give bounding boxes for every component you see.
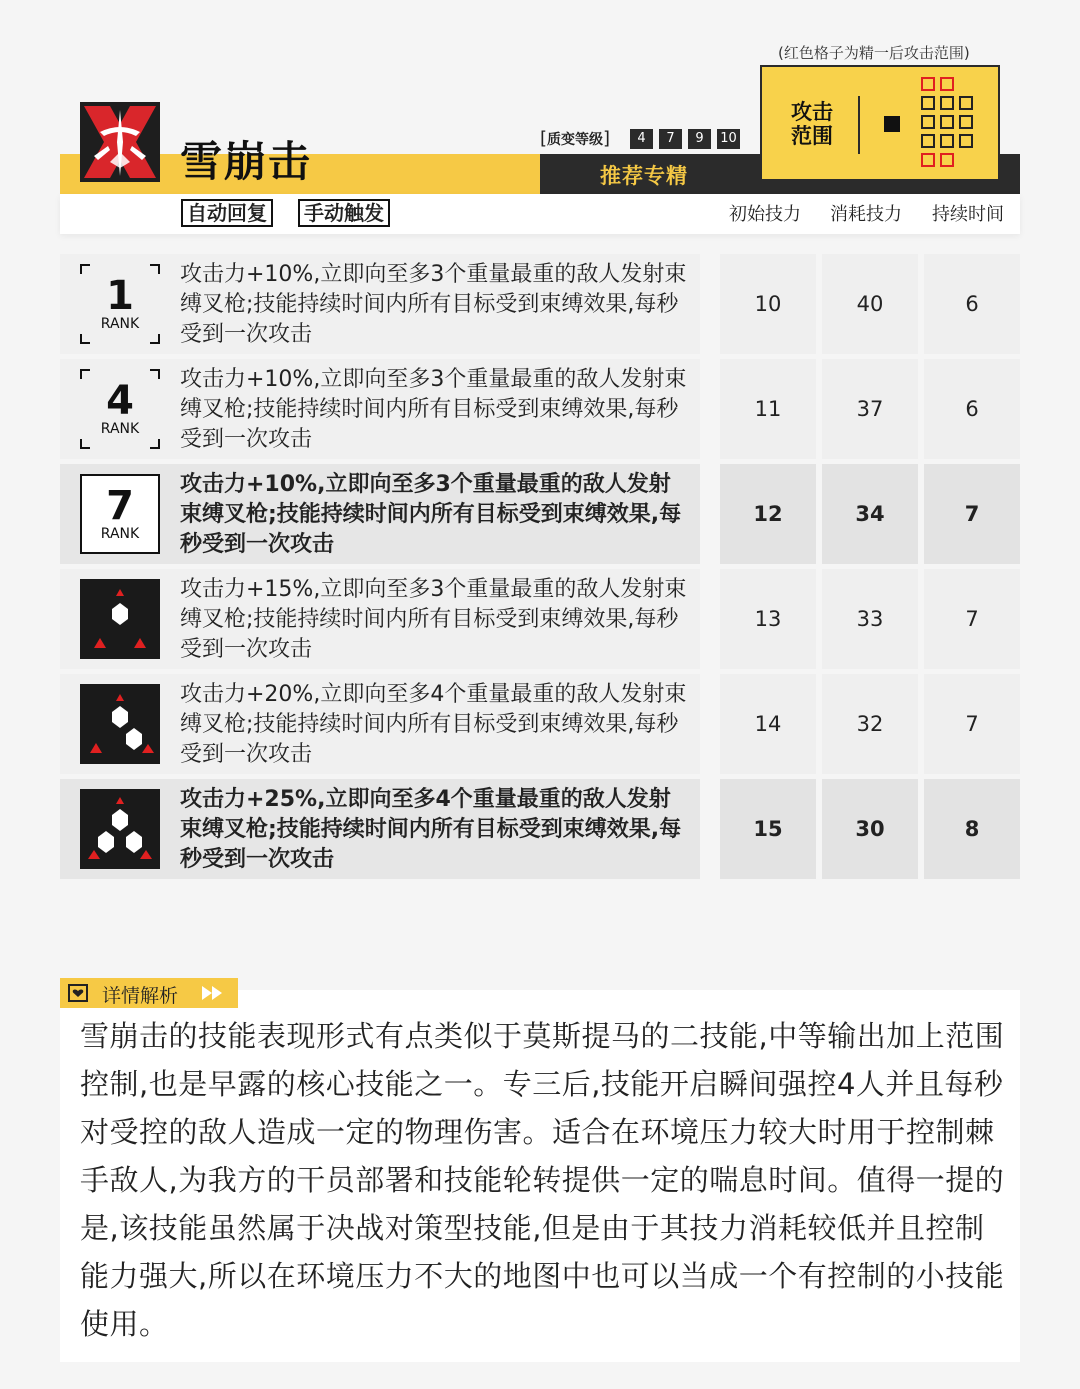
tag-auto-recovery: 自动回复 [181, 199, 273, 227]
desc-cell [60, 359, 700, 459]
table-row [60, 464, 1020, 564]
initial-sp: 15 [720, 779, 816, 879]
rank-badge [80, 369, 160, 449]
skill-icon [80, 102, 160, 182]
range-divider [858, 96, 860, 154]
attack-range-label [786, 100, 838, 148]
skill-description: 攻击力+10%,立即向至多3个重量最重的敌人发射束缚叉枪;技能持续时间内所有目标受到束缚效果,每秒受到一次攻击 [180, 472, 682, 557]
col-initial-sp: 初始技力 [729, 204, 801, 225]
initial-sp: 14 [720, 674, 816, 774]
sp-cost: 34 [822, 464, 918, 564]
sp-cost: 32 [822, 674, 918, 774]
duration: 6 [924, 254, 1020, 354]
duration: 7 [924, 464, 1020, 564]
table-row [60, 674, 1020, 774]
skill-description: 攻击力+20%,立即向至多4个重量最重的敌人发射束缚叉枪;技能持续时间内所有目标受到束缚效果,每秒受到一次攻击 [180, 682, 687, 767]
range-cell [921, 134, 935, 148]
detail-tab-label: 详情解析 [102, 985, 179, 1007]
mutation-level: 4 [630, 129, 653, 149]
skill-description: 攻击力+10%,立即向至多3个重量最重的敌人发射束缚叉枪;技能持续时间内所有目标受到束缚效果,每秒受到一次攻击 [180, 367, 687, 452]
range-cell [940, 96, 954, 110]
range-note: (红色格子为精一后攻击范围) [778, 44, 970, 62]
range-grid [921, 77, 981, 171]
duration: 7 [924, 674, 1020, 774]
range-label-line1: 攻击 [791, 100, 833, 124]
mastery-3-icon [80, 789, 160, 869]
rank-number: 7 [106, 483, 134, 529]
desc-cell [60, 464, 700, 564]
table-row [60, 569, 1020, 669]
col-sp-cost: 消耗技力 [830, 204, 902, 225]
double-arrow-icon [202, 986, 224, 1000]
desc-cell [60, 674, 700, 774]
table-row [60, 359, 1020, 459]
range-label-line2: 范围 [791, 124, 833, 148]
table-row [60, 254, 1020, 354]
desc-cell [60, 254, 700, 354]
mutation-level: 10 [717, 129, 740, 149]
desc-cell [60, 569, 700, 669]
rank-badge [80, 474, 160, 554]
initial-sp: 12 [720, 464, 816, 564]
range-cell-red [921, 77, 935, 91]
range-cell-red [940, 153, 954, 167]
mutation-label-text: 质变等级 [547, 132, 604, 148]
range-cell-red [940, 77, 954, 91]
skill-description: 攻击力+15%,立即向至多3个重量最重的敌人发射束缚叉枪;技能持续时间内所有目标受到束缚效果,每秒受到一次攻击 [180, 577, 687, 662]
rank-number: 4 [106, 378, 134, 424]
tag-manual-trigger: 手动触发 [298, 199, 390, 227]
range-cell [959, 134, 973, 148]
col-duration: 持续时间 [932, 204, 1004, 225]
detail-text: 雪崩击的技能表现形式有点类似于莫斯提马的二技能,中等输出加上范围控制,也是早露的核心技能之一。专三后,技能开启瞬间强控4人并且每秒对受控的敌人造成一定的物理伤害。适合在环境压力较大时用于控制棘手敌人,为我方的干员部署和技能轮转提供一定的喘息时间。值得一提的是,该技能虽然属于决战对策型技能,但是由于其技力消耗较低并且控制能力强大,所以在环境压力不大的地图中也可以当成一个有控制的小技能使用。 [80, 1019, 1005, 1341]
rank-text: RANK [100, 421, 140, 437]
mastery-2-icon [80, 684, 160, 764]
table-row [60, 779, 1020, 879]
range-cell [959, 96, 973, 110]
mutation-levels [630, 129, 740, 149]
range-cell [921, 96, 935, 110]
skill-description: 攻击力+10%,立即向至多3个重量最重的敌人发射束缚叉枪;技能持续时间内所有目标受到束缚效果,每秒受到一次攻击 [180, 262, 687, 347]
rank-text: RANK [100, 316, 140, 332]
range-cell [940, 134, 954, 148]
mastery-1-icon [80, 579, 160, 659]
sp-cost: 40 [822, 254, 918, 354]
skill-description: 攻击力+25%,立即向至多4个重量最重的敌人发射束缚叉枪;技能持续时间内所有目标受到束缚效果,每秒受到一次攻击 [180, 787, 682, 872]
sp-cost: 30 [822, 779, 918, 879]
duration: 8 [924, 779, 1020, 879]
recommend-label: 推荐专精 [600, 164, 688, 188]
rank-text: RANK [100, 526, 140, 542]
range-cell [959, 115, 973, 129]
heart-icon [68, 984, 88, 1002]
desc-cell [60, 779, 700, 879]
range-cell-red [921, 153, 935, 167]
sp-cost: 33 [822, 569, 918, 669]
range-cell [940, 115, 954, 129]
range-self-cell [884, 116, 900, 132]
sp-cost: 37 [822, 359, 918, 459]
initial-sp: 10 [720, 254, 816, 354]
mutation-level: 7 [659, 129, 682, 149]
mutation-level: 9 [688, 129, 711, 149]
skill-title: 雪崩击 [180, 137, 313, 186]
mutation-label: [质变等级] [540, 128, 611, 149]
range-cell [921, 115, 935, 129]
duration: 7 [924, 569, 1020, 669]
duration: 6 [924, 359, 1020, 459]
rank-number: 1 [106, 273, 134, 319]
rank-badge [80, 264, 160, 344]
initial-sp: 11 [720, 359, 816, 459]
initial-sp: 13 [720, 569, 816, 669]
